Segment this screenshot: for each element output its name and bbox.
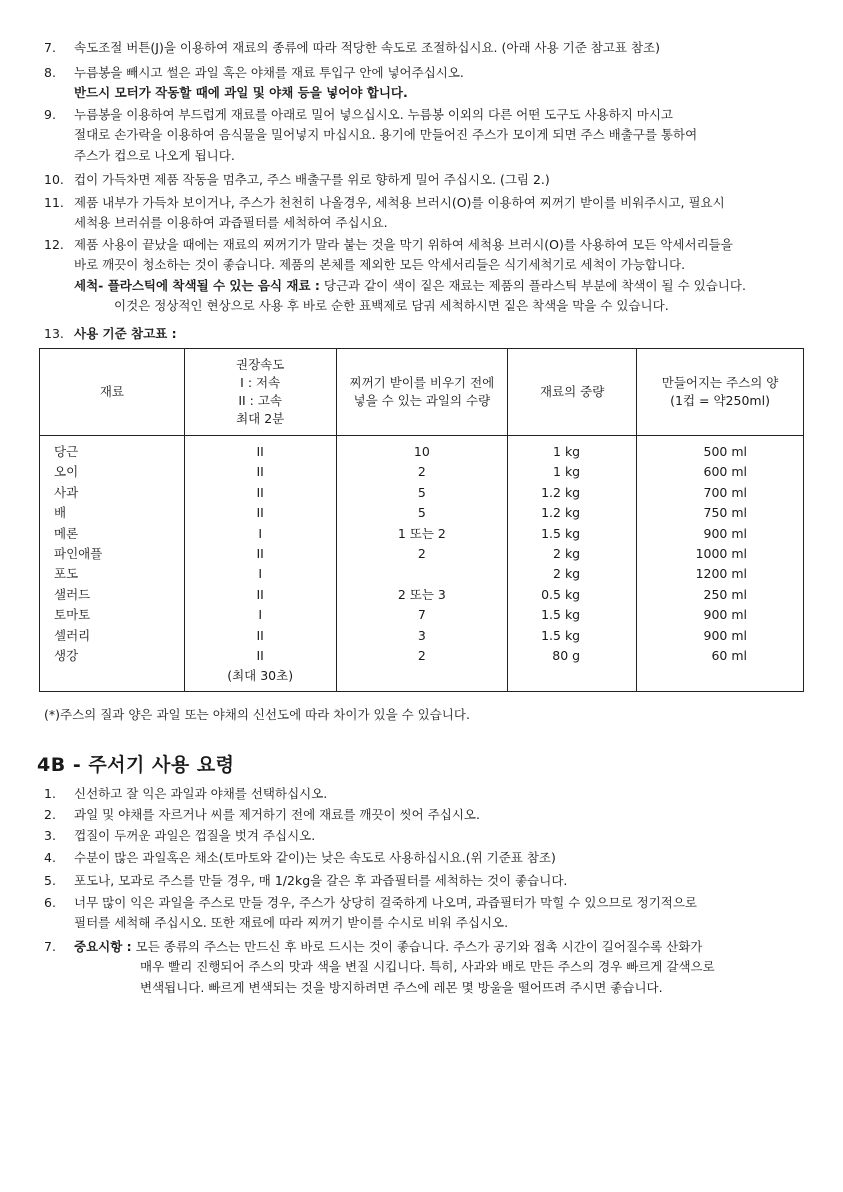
cell-fruit-count: 7 <box>417 607 426 623</box>
cell-fruit-count: 10 <box>413 444 430 459</box>
cell-weight: 1.5 kg <box>541 525 581 541</box>
cell-speed: II <box>256 586 264 602</box>
item-text: 누름봉을 이용하여 부드럽게 재료를 아래로 밀어 넣으십시오. 누름봉 이외의 다른 어떤 도구도 사용하지 마시고 <box>74 107 674 122</box>
cell-material: 파인애플 <box>54 546 103 562</box>
cell-juice-amount: 750 ml <box>703 505 747 521</box>
cell-weight: 1 kg <box>553 444 581 459</box>
item-text: 세척용 브러쉬를 이용하여 과즙필터를 세척하여 주십시요. <box>74 215 388 231</box>
item-number: 10. <box>44 172 64 187</box>
cell-speed: I <box>258 566 262 582</box>
table-footnote: (*)주스의 질과 양은 과일 또는 야채의 신선도에 따라 차이가 있을 수 있습니다. <box>44 707 470 722</box>
cell-speed: II <box>256 648 264 664</box>
cell-material: 샐러드 <box>54 586 91 602</box>
usage-reference-table <box>39 348 804 692</box>
cleaning-note <box>74 276 813 296</box>
item-number: 2. <box>44 807 56 822</box>
header-juice-amount: 만들어지는 주스의 양 (1컵 = 약250ml) <box>637 349 804 436</box>
cell-material: 생강 <box>54 648 79 664</box>
cell-juice-amount: 1200 ml <box>695 566 747 582</box>
table-body-row <box>40 436 804 692</box>
item-text: 너무 많이 익은 과일을 주스로 만들 경우, 주스가 상당히 걸죽하게 나오며, 과즙필터가 막힐 수 있으므로 정기적으로 <box>74 895 697 910</box>
cell-weight: 2 kg <box>553 566 581 582</box>
item-number: 5. <box>44 873 56 888</box>
header-weight: 재료의 중량 <box>508 349 637 436</box>
item-number: 7. <box>44 40 56 55</box>
item-number: 13. <box>44 326 64 341</box>
instruction-item-11 <box>44 193 813 234</box>
column-material <box>40 436 185 692</box>
cell-speed: II <box>256 444 264 459</box>
cell-fruit-count: 2 <box>417 546 426 562</box>
speed-footer: (최대 30초) <box>227 668 294 684</box>
cell-weight: 1.2 kg <box>541 484 581 500</box>
item-text: 모든 종류의 주스는 만드신 후 바로 드시는 것이 좋습니다. 주스가 공기와 접촉 시간이 길어질수록 산화가 <box>131 939 703 954</box>
cell-juice-amount: 1000 ml <box>695 546 747 562</box>
header-fruit-count: 찌꺼기 받이를 비우기 전에 넣을 수 있는 과일의 수량 <box>336 349 508 436</box>
cell-juice-amount: 500 ml <box>703 444 747 459</box>
cleaning-note-label: 세척- 플라스틱에 착색될 수 있는 음식 재료 : <box>74 277 320 293</box>
cell-juice-amount: 900 ml <box>703 627 747 643</box>
cell-fruit-count: 2 또는 3 <box>397 586 446 602</box>
item-text: 포도나, 모과로 주스를 만들 경우, 매 1/2kg을 갈은 후 과즙필터를 세척하는 것이 좋습니다. <box>74 873 568 888</box>
item-text: 제품 사용이 끝났을 때에는 재료의 찌꺼기가 말라 붙는 것을 막기 위하여 세척용 브러시(O)를 사용하여 모든 악세서리들을 <box>74 237 733 252</box>
table-header-row <box>40 349 804 436</box>
instruction-item-12 <box>44 235 813 316</box>
cell-material: 셀러리 <box>54 627 91 643</box>
cell-speed: I <box>258 607 262 623</box>
cell-material: 포도 <box>54 566 79 582</box>
instruction-item-13 <box>44 324 813 344</box>
cell-weight: 1.2 kg <box>541 505 581 521</box>
item-text: 매우 빨리 진행되어 주스의 맛과 색을 변질 시킵니다. 특히, 사과와 배로 만든 주스의 경우 빠르게 갈색으로 <box>140 959 715 975</box>
cell-juice-amount: 900 ml <box>703 525 747 541</box>
item-number: 9. <box>44 107 56 122</box>
cell-fruit-count: 1 또는 2 <box>397 525 446 541</box>
important-label: 중요시항 : <box>74 939 132 954</box>
item-text: 절대로 손가락을 이용하여 음식물을 밀어넣지 마십시요. 용기에 만들어진 주스가 모이게 되면 주스 배출구를 통하여 <box>74 127 698 143</box>
cell-fruit-count: 5 <box>417 505 426 521</box>
cell-juice-amount: 250 ml <box>703 586 747 602</box>
item-text: 바로 깨끗이 청소하는 것이 좋습니다. 제품의 본체를 제외한 모든 악세서리들은 식기세척기로 세척이 가능합니다. <box>74 257 686 273</box>
cell-material: 당근 <box>54 444 79 459</box>
column-juice-amount <box>637 436 804 692</box>
section-title: 4B - 주서기 사용 요령 <box>37 754 235 776</box>
item-text: 속도조절 버튼(J)을 이용하여 재료의 종류에 따라 적당한 속도로 조절하십시요. (아래 사용 기준 참고표 참조) <box>74 40 660 55</box>
item-number: 1. <box>44 786 56 801</box>
cell-fruit-count: 2 <box>417 464 426 480</box>
cell-juice-amount: 900 ml <box>703 607 747 623</box>
item-number: 11. <box>44 195 64 210</box>
cell-weight: 1.5 kg <box>541 607 581 623</box>
item-number: 7. <box>44 939 56 954</box>
item-text: 제품 내부가 가득차 보이거나, 주스가 천천히 나올경우, 세척용 브러시(O)를 이용하여 찌꺼기 받이를 비워주시고, 필요시 <box>74 195 725 210</box>
cell-fruit-count <box>337 564 508 584</box>
item-text: 변색됩니다. 빠르게 변색되는 것을 방지하려면 주스에 레몬 몇 방울을 떨어뜨려 주시면 좋습니다. <box>140 979 663 995</box>
usage-item-5 <box>44 871 813 891</box>
cell-juice-amount: 700 ml <box>703 484 747 500</box>
cell-material: 메론 <box>54 525 79 541</box>
column-weight <box>508 436 637 692</box>
item-number: 4. <box>44 850 56 865</box>
item-text: 수분이 많은 과일혹은 채소(토마토와 같이)는 낮은 속도로 사용하십시요.(위 기준표 참조) <box>74 850 556 865</box>
usage-item-6 <box>44 893 813 934</box>
item-number: 8. <box>44 65 56 80</box>
column-fruit-count <box>336 436 508 692</box>
instruction-item-8 <box>44 63 813 104</box>
item-text: 필터를 세척해 주십시오. 또한 재료에 따라 찌꺼기 받이를 수시로 비워 주십시오. <box>74 915 509 931</box>
cell-speed: II <box>256 484 264 500</box>
usage-item-3 <box>44 826 813 846</box>
cell-speed: II <box>256 627 264 643</box>
cell-juice-amount: 60 ml <box>711 648 747 664</box>
item-text: 주스가 컵으로 나오게 됩니다. <box>74 147 235 163</box>
item-text: 과일 및 야채를 자르거나 씨를 제거하기 전에 재료를 깨끗이 씻어 주십시오. <box>74 807 480 822</box>
usage-item-1 <box>44 784 813 804</box>
instruction-item-10 <box>44 170 813 190</box>
cell-speed: II <box>256 464 264 480</box>
cell-weight: 80 g <box>552 648 581 664</box>
item-text: 컵이 가득차면 제품 작동을 멈추고, 주스 배출구를 위로 향하게 밀어 주십시오. (그림 2.) <box>74 172 550 187</box>
instruction-item-9 <box>44 105 813 166</box>
header-material: 재료 <box>40 349 185 436</box>
item-number: 6. <box>44 895 56 910</box>
item-text: 누름봉을 빼시고 썰은 과일 혹은 야채를 재료 투입구 안에 넣어주십시오. <box>74 65 464 80</box>
cell-weight: 1.5 kg <box>541 627 581 643</box>
column-speed <box>184 436 336 692</box>
item-text: 신선하고 잘 익은 과일과 야채를 선택하십시오. <box>74 786 328 801</box>
cell-weight: 1 kg <box>553 464 581 480</box>
cell-speed: II <box>256 505 264 521</box>
cleaning-note-continuation: 이것은 정상적인 현상으로 사용 후 바로 순한 표백제로 담궈 세척하시면 짙은 착색을 막을 수 있습니다. <box>114 297 669 313</box>
cell-material: 배 <box>54 505 67 521</box>
cell-material: 오이 <box>54 464 79 480</box>
item-warning: 반드시 모터가 작동할 때에 과일 및 야채 등을 넣어야 합니다. <box>74 85 408 101</box>
instruction-item-7 <box>44 38 813 58</box>
usage-item-7 <box>44 937 813 998</box>
item-text: 껍질이 두꺼운 과일은 껍질을 벗겨 주십시오. <box>74 828 316 843</box>
item-number: 12. <box>44 237 64 252</box>
cell-weight: 2 kg <box>553 546 581 562</box>
cell-material: 토마토 <box>54 607 91 623</box>
cell-fruit-count: 5 <box>417 484 426 500</box>
cell-juice-amount: 600 ml <box>703 464 747 480</box>
table-heading: 사용 기준 참고표 : <box>74 326 177 341</box>
item-number: 3. <box>44 828 56 843</box>
header-speed: 권장속도 I : 저속 II : 고속 최대 2분 <box>184 349 336 436</box>
cleaning-note-text: 당근과 같이 색이 짙은 재료는 제품의 플라스틱 부분에 착색이 될 수 있습니다. <box>319 277 746 293</box>
cell-material: 사과 <box>54 484 79 500</box>
cell-fruit-count: 3 <box>417 627 426 643</box>
usage-item-2 <box>44 805 813 825</box>
usage-item-4 <box>44 848 813 868</box>
important-note <box>74 937 813 957</box>
cell-speed: I <box>258 525 262 541</box>
cell-weight: 0.5 kg <box>541 586 581 602</box>
cell-fruit-count: 2 <box>417 648 426 664</box>
cell-speed: II <box>256 546 264 562</box>
